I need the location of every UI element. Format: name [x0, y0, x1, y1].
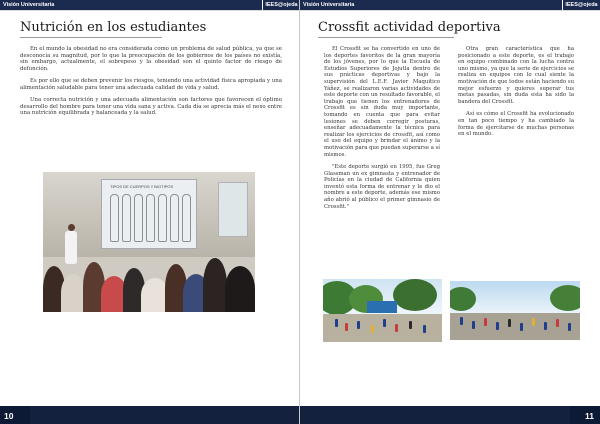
left-page-title: Nutrición en los estudiantes [20, 20, 207, 35]
left-header-brand: IEES@ojeda [262, 0, 300, 10]
body-figure [122, 194, 131, 242]
right-page [300, 0, 600, 424]
projection-screen-title: TIPOS DE CUERPOS Y BIOTIPOS [110, 184, 174, 189]
left-page-header [0, 0, 300, 10]
right-col2-paragraph-1: Otra gran característica que ha posicionado a este deporte, es el trabajo en equipo combinado con la lucha contra uno mismo, ya que la serie de ejercicios se realiza en equipos con lo cual siente la motivación de que todos están haciendo su mejor esfuerzo y quieres superar tus metas pasadas, sin duda esta ha sido la bandera del Crossfit. [458, 46, 574, 105]
left-title-rule [20, 37, 162, 38]
right-column-1 [324, 46, 440, 216]
body-figure [134, 194, 143, 242]
crossfit-photo-2 [450, 281, 580, 340]
right-title-rule [318, 37, 454, 38]
right-page-header [300, 0, 600, 10]
right-page-footer [300, 406, 600, 424]
right-header-label: Visión Universitaria [300, 0, 562, 10]
projection-screen [101, 179, 197, 249]
left-paragraph-2: Es por ello que se deben prevenir los riesgos, teniendo una actividad física apropiada y una alimentación saludable para tener una adecuada calidad de vida y salud. [20, 78, 282, 91]
right-column-2 [458, 46, 574, 144]
crossfit-photo-1 [323, 279, 442, 342]
left-paragraph-1: En el mundo la obesidad no era considerada como un problema de salud pública, ya que se desconocía su magnitud, por lo que la preocupación de los gobiernos de los países no existía, sin embargo, actualmente, el sobrepeso y la obesidad son el quinto factor de riesgo de defunción. [20, 46, 282, 72]
right-col1-quote: "Este deporte surgió en 1995, fue Greg Glassman un ex gimnasta y entrenador de Policías en la ciudad de California quien inventó esta forma de entrenar y le dio el nombre a este deporte, además ese mismo año abrió al público el primer gimnasio de Crossfit." [324, 164, 440, 210]
body-figure [146, 194, 155, 242]
right-col1-paragraph-1: El Crossfit se ha convertido en uno de los deportes favoritos de la gran mayoría de los jóvenes, por lo que la Escuela de Estudios Superiores de Jojutla dentro de sus prácticas deportivas y bajo la supervisión del L.E.F. Javier Maquitico Yáñez, se realizaron varias actividades de este deporte con un resultado favorable, el trabajo que tienen los entrenadores de Crossfit es sin duda muy importante, tomando en cuenta que para evitar lesiones se deben corregir posturas, enseñar adecuadamente la técnica para realizar los ejercicios de crossfit, así como el uso del equipo y brindar el ánimo y la motivación para que puedan superarse a sí mismos. [324, 46, 440, 158]
left-header-label: Visión Universitaria [0, 0, 262, 10]
right-header-brand: IEES@ojeda [562, 0, 600, 10]
left-page-footer [0, 406, 300, 424]
left-paragraph-3: Una correcta nutrición y una adecuada alimentación son factores que favorecen el óptimo desarrollo del hombre para tener una vida sana y activa. Cada día se aprecia más el nexo entre una nutrición equilibrada y balanceada y la salud. [20, 97, 282, 116]
audience-crowd [43, 252, 255, 312]
body-figure [170, 194, 179, 242]
left-page-number: 10 [4, 411, 14, 421]
left-article-body [20, 46, 282, 123]
body-figure [158, 194, 167, 242]
right-header-stripe [300, 10, 600, 11]
left-header-stripe [0, 10, 300, 11]
presentation-photo [43, 172, 255, 312]
right-page-title: Crossfit actividad deportiva [318, 20, 501, 35]
photo-window [218, 182, 248, 237]
right-page-number: 11 [585, 411, 594, 421]
body-figure [182, 194, 191, 242]
right-col2-paragraph-2: Así es cómo el Crossfit ha evolucionado en tan poco tiempo y ha cambiado la forma de ejercitarse de muchas personas en el mundo. [458, 111, 574, 138]
body-figure [110, 194, 119, 242]
